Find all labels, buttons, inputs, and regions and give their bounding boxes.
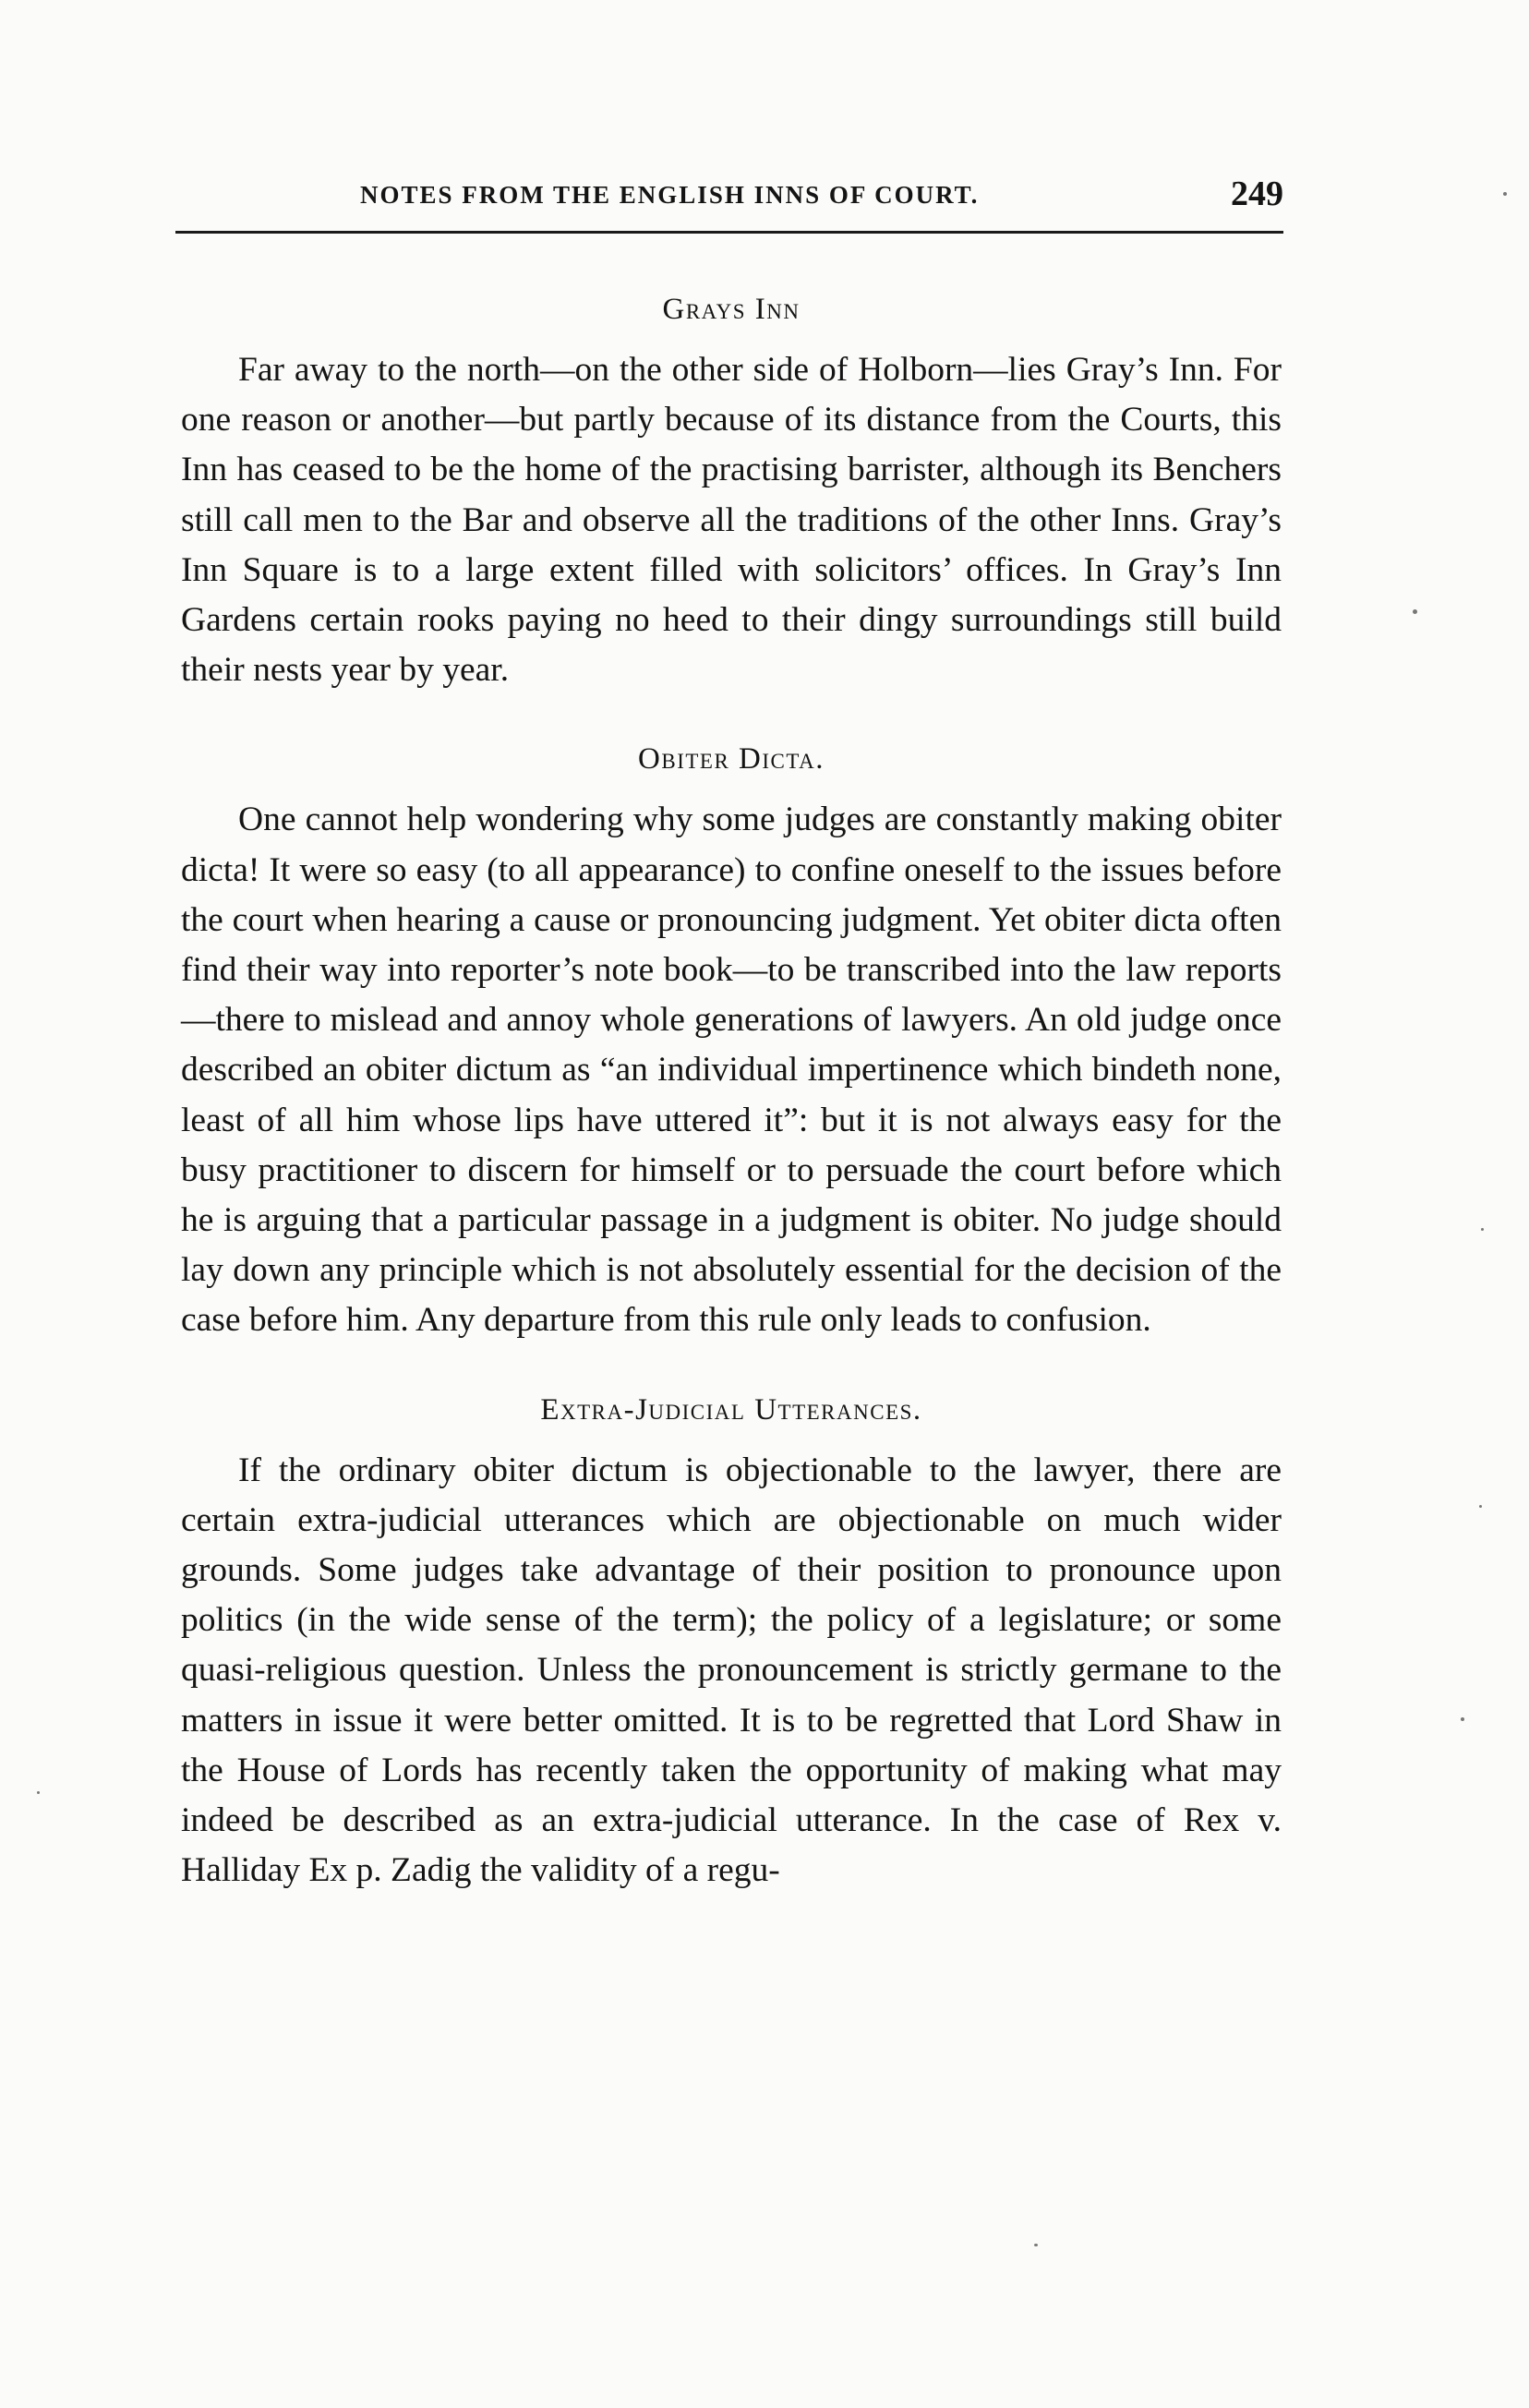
paragraph-obiter-dicta: One cannot help wondering why some judges are constantly making obiter dicta! It were so easy (to all appearance) to confine oneself to the issues before the court when hearing a cause or pronouncing judgment. Yet obiter dicta often find their way into reporter’s note book—to be transcribed into the law reports—there to mislead and annoy whole generations of lawyers. An old judge once described an obiter dictum as “an individual impertinence which bindeth none, least of all him whose lips have uttered it”: but it is not always easy for the busy practitioner to discern for himself or to persuade the court before which he is arguing that a particular passage in a judgment is obiter. No judge should lay down any principle which is not absolutely essential for the decision of the case before him. Any departure from this rule only leads to confusion.	[181, 801, 1282, 1340]
section-heading-obiter-dicta: Obiter Dicta.	[638, 742, 825, 777]
page-number: 249	[1231, 175, 1283, 213]
running-head	[175, 174, 1283, 229]
header-rule	[175, 231, 1283, 234]
running-title: NOTES FROM THE ENGLISH INNS OF COURT.	[360, 181, 980, 209]
paragraph-grays-inn: Far away to the north—on the other side of Holborn—lies Gray’s Inn. For one reason or another—but partly because of its distance from the Courts, this Inn has ceased to be the home of the practising barrister, although its Benchers still call men to the Bar and observe all the traditions of the other Inns. Gray’s Inn Square is to a large extent filled with solicitors’ offices. In Gray’s Inn Gardens certain rooks paying no heed to their dingy surroundings still build their nests year by year.	[181, 351, 1282, 690]
paragraph-extra-judicial: If the ordinary obiter dictum is objectionable to the lawyer, there are certain extra-judicial utterances which are objectionable on much wider grounds. Some judges take advantage of their position to pronounce upon politics (in the wide sense of the term); the policy of a legislature; or some quasi-religious question. Unless the pronouncement is strictly germane to the matters in issue it were better omitted. It is to be regretted that Lord Shaw in the House of Lords has recently taken the opportunity of making what may indeed be described as an extra-judicial utterance. In the case of Rex v. Halliday Ex p. Zadig the validity of a regu-	[181, 1451, 1282, 1890]
section-heading-grays-inn: Grays Inn	[662, 293, 801, 326]
section-heading-extra-judicial: Extra-Judicial Utterances.	[540, 1392, 922, 1427]
body-text	[181, 286, 1282, 1896]
